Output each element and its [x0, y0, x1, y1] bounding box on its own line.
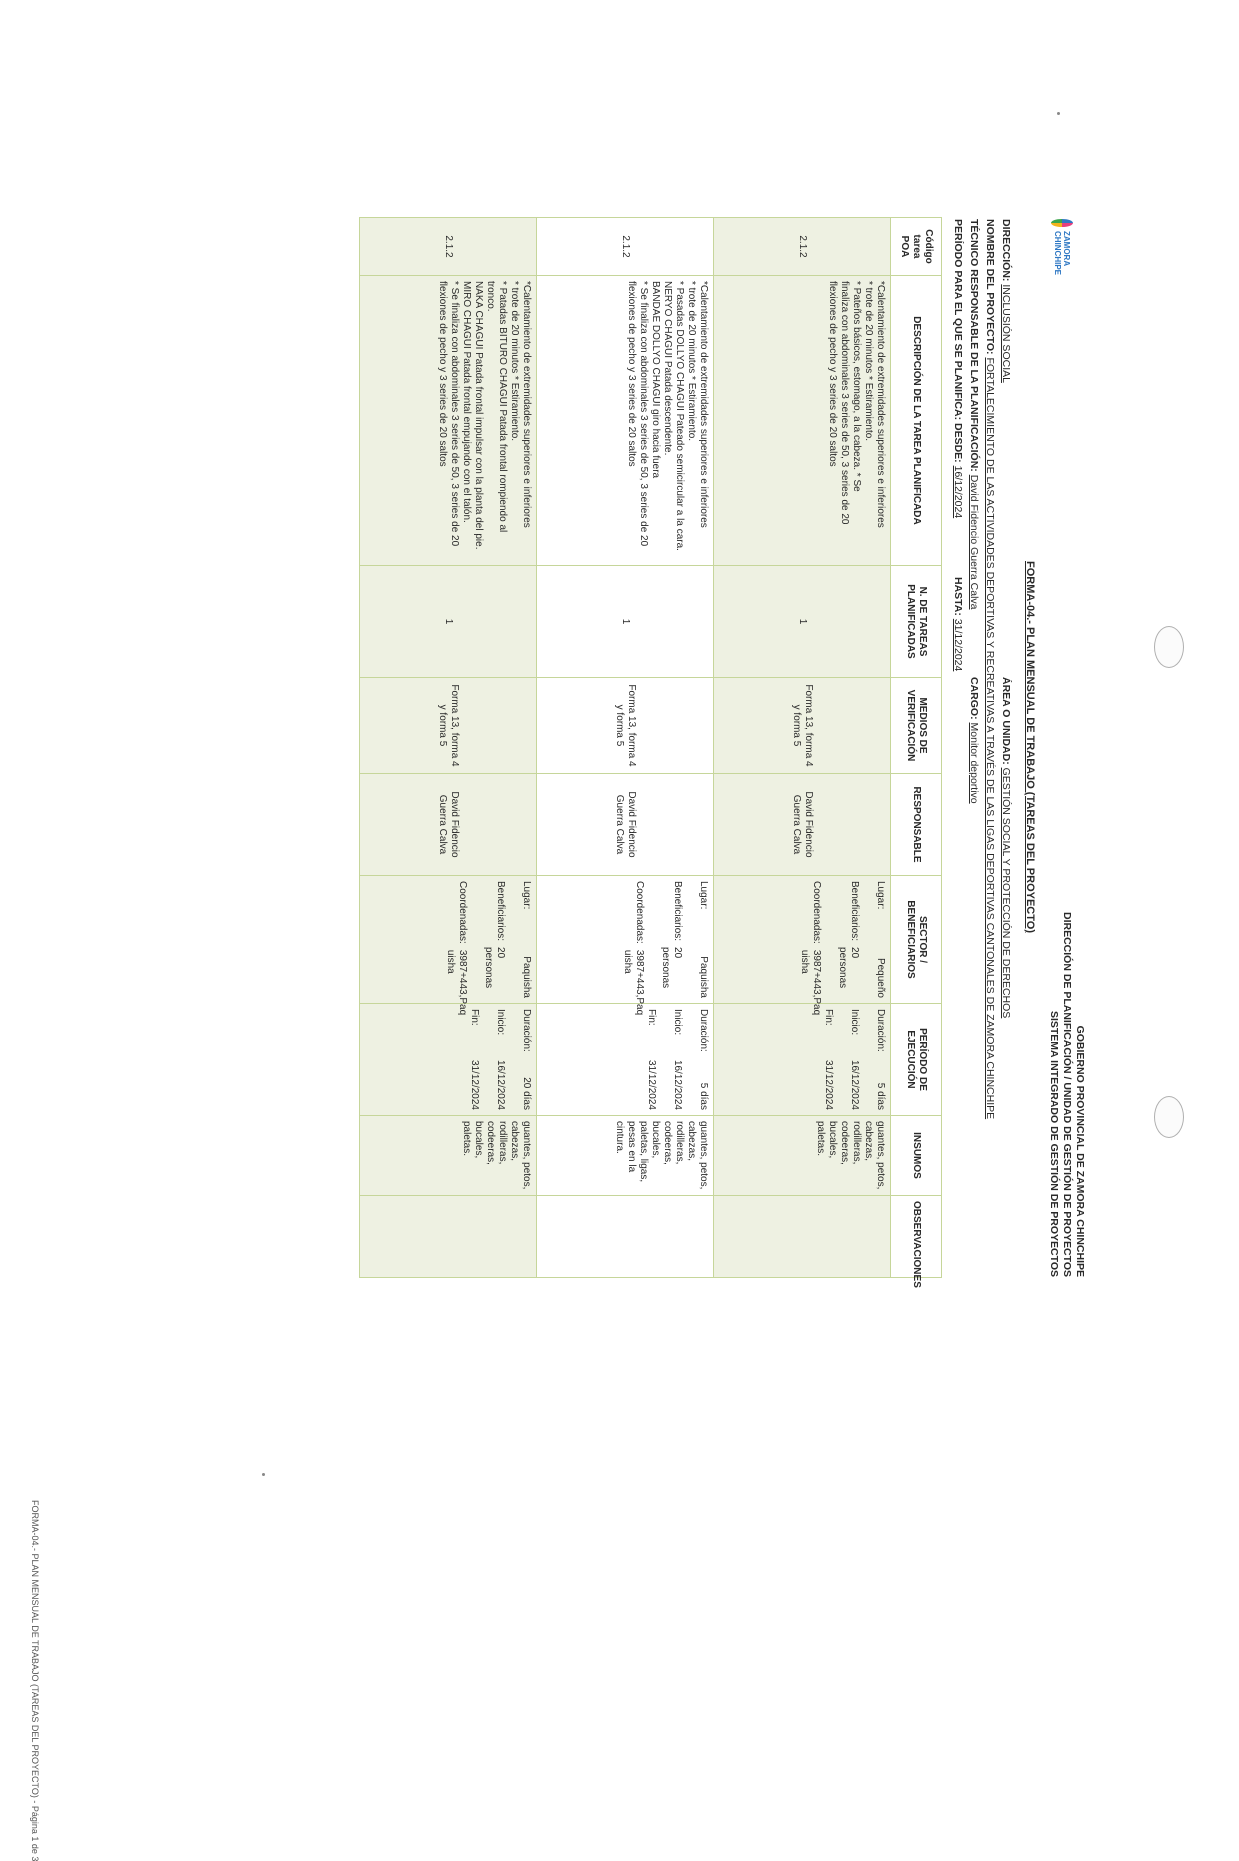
- inicio-label: Inicio:: [495, 1009, 506, 1036]
- area-value: GESTIÓN SOCIAL Y PROTECCIÓN DE DERECHOS: [1000, 767, 1012, 1019]
- cargo-field: [968, 677, 980, 804]
- sector-beneficiaries: [537, 876, 714, 1016]
- fin-label: Fin:: [469, 1009, 480, 1026]
- table-header-row: [891, 218, 942, 1278]
- column-header: PERÍODO DE EJECUCIÓN: [891, 1004, 942, 1116]
- description-line: NERYO CHAGUI Patada descendente.: [662, 281, 673, 456]
- direccion-label: DIRECCIÓN:: [1000, 219, 1012, 282]
- tecnico-label: TÉCNICO RESPONSABLE DE LA PLANIFICACIÓN:: [968, 219, 980, 472]
- lugar-label: Lugar:: [698, 881, 709, 910]
- duracion-value: 5 días: [875, 1082, 886, 1110]
- column-header: SECTOR / BENEFICIARIOS: [891, 876, 942, 1004]
- description-line: * Patadas BITURO CHAGUI Patada frontal rompiendo al tronco.: [485, 281, 508, 533]
- org-line: DIRECCIÓN DE PLANIFICACIÓN / UNIDAD DE GESTIÓN DE PROYECTOS: [1061, 911, 1073, 1277]
- description-line: * trote de 20 minutos * Estiramiento.: [509, 281, 520, 442]
- column-header: N. DE TAREAS PLANIFICADAS: [891, 566, 942, 678]
- description-line: * trote de 20 minutos * Estiramiento.: [863, 281, 874, 442]
- hasta-label: HASTA:: [952, 577, 964, 616]
- direccion-value: INCLUSIÓN SOCIAL: [1000, 284, 1012, 383]
- column-header: MEDIOS DE VERIFICACIÓN: [891, 678, 942, 774]
- description-line: * Se finaliza con abdominales 3 series de 50, 3 series de 20: [638, 281, 649, 547]
- inicio-label: Inicio:: [672, 1009, 683, 1036]
- coordenadas-value: 3987+443,Paq uisha: [799, 949, 822, 1016]
- responsible-person: David Fidencio Guerra Calva: [714, 774, 891, 876]
- fin-value: 31/12/2024: [469, 1059, 480, 1110]
- description-line: *Calentamiento de extremidades superiores e inferiores: [698, 281, 709, 528]
- desde-label: DESDE:: [952, 423, 964, 463]
- supplies: guantes, petos, cabezas, rodilleras, codeeras, bucales, paletas, ligas, pesas en la cintura.: [537, 1116, 714, 1196]
- task-code: 2.1.2: [714, 218, 891, 276]
- rotated-form-page: [162, 207, 1092, 1287]
- column-header: INSUMOS: [891, 1116, 942, 1196]
- table-row: [537, 218, 714, 1278]
- direccion-field: [1000, 219, 1012, 383]
- supplies: guantes, petos, cabezas, rodilleras, codeeras, bucales, paletas.: [360, 1116, 537, 1196]
- sector-beneficiaries: [360, 876, 537, 1016]
- description-line: flexiones de pecho y 3 series de 20 saltos: [626, 281, 637, 467]
- description-line: MIRO CHAGUI Patada frontal empujando con el talón.: [461, 281, 472, 523]
- org-line: SISTEMA INTEGRADO DE GESTIÓN DE PROYECTOS: [1048, 1010, 1060, 1277]
- scan-speck: [1057, 112, 1060, 115]
- duracion-label: Duración:: [521, 1009, 532, 1052]
- inicio-label: Inicio:: [849, 1009, 860, 1036]
- coordenadas-label: Coordenadas:: [634, 881, 645, 944]
- cargo-label: CARGO:: [968, 677, 980, 720]
- beneficiarios-label: Beneficiarios:: [672, 881, 683, 942]
- proyecto-value: FORTALECIMIENTO DE LAS ACTIVIDADES DEPORTIVAS Y RECREATIVAS A TRAVÉS DE LAS LIGAS DEPORTIVAS CANTONALES DE ZAMORA CHINCHIPE: [984, 357, 996, 1120]
- task-count: 1: [714, 566, 891, 678]
- area-field: [1000, 677, 1012, 1018]
- task-description: [537, 276, 714, 566]
- execution-period: [360, 1004, 537, 1116]
- verification-means: Forma 13, forma 4 y forma 5: [714, 678, 891, 774]
- responsible-person: David Fidencio Guerra Calva: [537, 774, 714, 876]
- verification-means: Forma 13, forma 4 y forma 5: [360, 678, 537, 774]
- description-line: flexiones de pecho y 3 series de 20 saltos: [827, 281, 838, 467]
- description-line: * Pateños básicos, estomago, a la cabeza. * Se: [851, 281, 862, 492]
- task-count: 1: [537, 566, 714, 678]
- logo-icon: [1051, 219, 1073, 227]
- observations: [360, 1196, 537, 1278]
- verification-means: Forma 13, forma 4 y forma 5: [537, 678, 714, 774]
- desde-value: 16/12/2024: [952, 465, 964, 519]
- description-line: *Calentamiento de extremidades superiores e inferiores: [521, 281, 532, 528]
- tecnico-field: [968, 219, 980, 610]
- punch-hole: [1154, 626, 1184, 668]
- periodo-label: PERÍODO PARA EL QUE SE PLANIFICA:: [952, 219, 964, 421]
- duracion-value: 20 días: [521, 1077, 532, 1110]
- proyecto-field: [984, 219, 996, 1119]
- responsible-person: David Fidencio Guerra Calva: [360, 774, 537, 876]
- column-header: RESPONSABLE: [891, 774, 942, 876]
- description-line: BANDAE DOLLYO CHAGUI giro hacia fuera: [650, 281, 661, 479]
- coordenadas-label: Coordenadas:: [457, 881, 468, 944]
- task-code: 2.1.2: [537, 218, 714, 276]
- prefecture-logo: [1040, 219, 1084, 275]
- coordenadas-value: 3987+443,Paq uisha: [622, 949, 645, 1016]
- description-line: * trote de 20 minutos * Estiramiento.: [686, 281, 697, 442]
- coordenadas-label: Coordenadas:: [811, 881, 822, 944]
- column-header: DESCRIPCIÓN DE LA TAREA PLANIFICADA: [891, 276, 942, 566]
- lugar-label: Lugar:: [875, 881, 886, 910]
- table-row: [714, 218, 891, 1278]
- hasta-field: [952, 577, 964, 671]
- description-line: flexiones de pecho y 3 series de 20 saltos: [437, 281, 448, 467]
- inicio-value: 16/12/2024: [495, 1059, 506, 1110]
- column-header: OBSERVACIONES: [891, 1196, 942, 1278]
- description-line: finaliza con abdominales 3 series de 50, 3 series de 20: [839, 281, 850, 525]
- cargo-value: Monitor deportivo: [968, 722, 980, 804]
- lugar-value: Paquisha: [698, 956, 709, 998]
- fin-value: 31/12/2024: [646, 1059, 657, 1110]
- tasks-table: [359, 217, 942, 1288]
- proyecto-label: NOMBRE DEL PROYECTO:: [984, 219, 996, 355]
- organization-block: [1047, 912, 1086, 1277]
- form-title: FORMA-04.- PLAN MENSUAL DE TRABAJO (TAREAS DEL PROYECTO): [1024, 561, 1036, 933]
- beneficiarios-label: Beneficiarios:: [495, 881, 506, 942]
- beneficiarios-value: 20 personas: [660, 947, 683, 989]
- inicio-value: 16/12/2024: [672, 1059, 683, 1110]
- beneficiarios-value: 20 personas: [483, 947, 506, 989]
- scan-speck: [262, 1473, 265, 1476]
- task-code: 2.1.2: [360, 218, 537, 276]
- supplies: guantes, petos, cabezas, rodilleras, codeeras, bucales, paletas.: [714, 1116, 891, 1196]
- org-line: GOBIERNO PROVINCIAL DE ZAMORA CHINCHIPE: [1074, 1025, 1086, 1277]
- tecnico-value: David Fidencio Guerra Calva: [968, 474, 980, 610]
- duracion-label: Duración:: [875, 1009, 886, 1052]
- table-row: [360, 218, 537, 1278]
- task-description: [360, 276, 537, 566]
- description-line: NAKA CHAGUI Patada frontal impulsar con la planta del pie.: [473, 281, 484, 550]
- duracion-label: Duración:: [698, 1009, 709, 1052]
- execution-period: [537, 1004, 714, 1116]
- page-footer: FORMA-04.- PLAN MENSUAL DE TRABAJO (TAREAS DEL PROYECTO) - Página 1 de 3: [30, 1500, 40, 1861]
- fin-value: 31/12/2024: [823, 1059, 834, 1110]
- fin-label: Fin:: [646, 1009, 657, 1026]
- logo-text: ZAMORA CHINCHIPE: [1053, 230, 1071, 275]
- description-line: * Se finaliza con abdominales 3 series de 50, 3 series de 20: [449, 281, 460, 547]
- beneficiarios-label: Beneficiarios:: [849, 881, 860, 942]
- periodo-field: [952, 219, 964, 518]
- beneficiarios-value: 20 personas: [837, 947, 860, 989]
- coordenadas-value: 3987+443,Paq uisha: [445, 949, 468, 1016]
- execution-period: [714, 1004, 891, 1116]
- task-count: 1: [360, 566, 537, 678]
- description-line: * Pasadas DOLLYO CHAGUI Pateado semicircular a la cara.: [674, 281, 685, 551]
- area-label: ÁREA O UNIDAD:: [1000, 677, 1012, 765]
- description-line: *Calentamiento de extremidades superiores e inferiores: [875, 281, 886, 528]
- column-header: Código tarea POA: [891, 218, 942, 276]
- observations: [537, 1196, 714, 1278]
- lugar-value: Pequeño: [875, 957, 886, 998]
- inicio-value: 16/12/2024: [849, 1059, 860, 1110]
- lugar-label: Lugar:: [521, 881, 532, 910]
- observations: [714, 1196, 891, 1278]
- lugar-value: Paquisha: [521, 956, 532, 998]
- form-header: [437, 207, 1092, 1288]
- fin-label: Fin:: [823, 1009, 834, 1026]
- punch-hole: [1154, 1096, 1184, 1138]
- duracion-value: 5 días: [698, 1082, 709, 1110]
- sector-beneficiaries: [714, 876, 891, 1016]
- task-description: [714, 276, 891, 566]
- hasta-value: 31/12/2024: [952, 618, 964, 672]
